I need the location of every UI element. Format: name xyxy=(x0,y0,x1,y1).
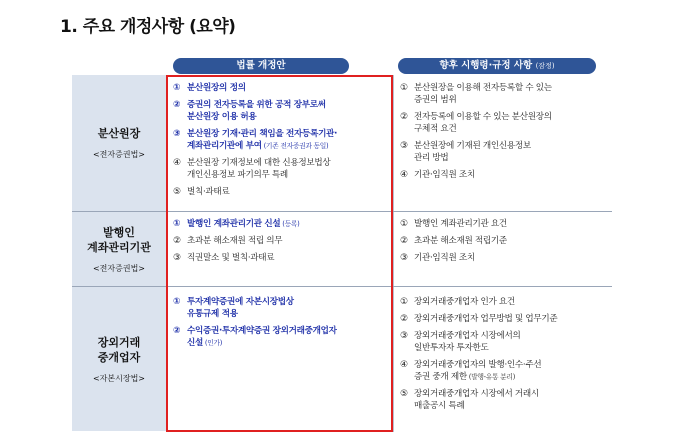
section-name: 발행인 계좌관리기관 xyxy=(87,225,151,254)
item-text: 수익증권·투자계약증권 장외거래중개업자 신설 xyxy=(187,326,337,348)
item-text: 초과분 해소재원 적립기준 xyxy=(414,236,507,246)
item-number: ② xyxy=(400,112,408,122)
item-number: ② xyxy=(400,236,408,246)
item-text: 초과분 해소재원 적립 의무 xyxy=(187,236,283,246)
item-text: 분산원장 기재정보에 대한 신용정보법상 개인신용정보 파기의무 특례 xyxy=(187,158,331,180)
decree-item xyxy=(400,252,610,264)
item-number: ③ xyxy=(173,129,181,139)
item-number: ① xyxy=(173,83,181,93)
item-text-wrap xyxy=(414,296,610,308)
item-note: (인가) xyxy=(203,339,223,347)
item-number: ⑤ xyxy=(400,389,408,399)
item-text: 증권의 전자등록을 위한 공적 장부로써 분산원장 이용 허용 xyxy=(187,100,326,122)
decree-item xyxy=(400,359,610,383)
item-text: 분산원장 기재·관리 책임을 전자등록기관· 계좌관리기관에 부여 xyxy=(187,129,338,151)
decree-item xyxy=(400,140,610,164)
item-text-wrap xyxy=(414,111,610,135)
decree-item xyxy=(400,235,610,247)
law-header-label: 법률 개정안 xyxy=(236,60,286,71)
item-text: 분산원장을 이용해 전자등록할 수 있는 증권의 범위 xyxy=(414,83,552,105)
item-text: 벌칙·과태료 xyxy=(187,187,230,197)
decree-item xyxy=(400,218,610,230)
page-title: 1. 주요 개정사항 (요약) xyxy=(60,17,236,37)
decree-item xyxy=(400,388,610,412)
decree-header-note: (잠정) xyxy=(535,62,555,70)
decree-item xyxy=(400,313,610,325)
section-label-cell xyxy=(72,287,166,431)
item-number: ⑤ xyxy=(173,187,181,197)
item-number: ② xyxy=(173,326,181,336)
law-header xyxy=(173,58,349,74)
item-text: 기관·임직원 조치 xyxy=(414,253,475,263)
item-number: ② xyxy=(173,100,181,110)
section-name: 분산원장 xyxy=(97,127,141,140)
item-number: ② xyxy=(173,236,181,246)
column-divider xyxy=(393,75,394,432)
item-text: 분산원장의 정의 xyxy=(187,83,246,93)
section-name: 장외거래 중개업자 xyxy=(97,335,141,364)
item-text-wrap xyxy=(414,330,610,354)
item-number: ④ xyxy=(400,170,408,180)
item-number: ③ xyxy=(400,141,408,151)
decree-list xyxy=(400,82,610,186)
item-text: 투자계약증권에 자본시장법상 유통규제 적용 xyxy=(187,297,294,319)
decree-item xyxy=(400,111,610,135)
item-number: ① xyxy=(400,219,408,229)
item-text: 발행인 계좌관리기관 신설 xyxy=(187,219,281,229)
item-number: ③ xyxy=(400,331,408,341)
section-label-cell xyxy=(72,212,166,286)
item-text: 직권말소 및 벌칙·과태료 xyxy=(187,253,275,263)
item-text: 기관·임직원 조치 xyxy=(414,170,475,180)
item-number: ④ xyxy=(400,360,408,370)
decree-item xyxy=(400,82,610,106)
decree-item xyxy=(400,330,610,354)
item-text-wrap xyxy=(414,235,610,247)
item-text: 장외거래중개업자 인가 요건 xyxy=(414,297,515,307)
item-text-wrap xyxy=(414,252,610,264)
decree-header-label: 향후 시행령·규정 사항 xyxy=(439,60,533,71)
decree-list xyxy=(400,218,610,269)
item-text: 장외거래중개업자 시장에서의 일반투자자 투자한도 xyxy=(414,331,521,353)
item-text: 전자등록에 이용할 수 있는 분산원장의 구체적 요건 xyxy=(414,112,552,134)
section-label-cell xyxy=(72,75,166,211)
item-text-wrap xyxy=(414,140,610,164)
item-number: ① xyxy=(173,219,181,229)
item-text-wrap xyxy=(414,169,610,181)
item-number: ③ xyxy=(400,253,408,263)
section-law-name: <자본시장법> xyxy=(92,373,146,383)
decree-header xyxy=(398,58,596,74)
item-number: ① xyxy=(173,297,181,307)
item-number: ④ xyxy=(173,158,181,168)
decree-item xyxy=(400,296,610,308)
item-text: 장외거래중개업자 업무방법 및 업무기준 xyxy=(414,314,558,324)
item-note: (등록) xyxy=(280,220,300,228)
item-text-wrap xyxy=(414,388,610,412)
item-note: (기존 전자증권과 동일) xyxy=(261,142,329,150)
section-law-name: <전자증권법> xyxy=(92,263,146,273)
item-number: ③ xyxy=(173,253,181,263)
law-highlight-box xyxy=(166,75,393,432)
item-number: ① xyxy=(400,83,408,93)
item-text-wrap xyxy=(414,218,610,230)
item-text: 장외거래중개업자 시장에서 거래시 매출공시 특례 xyxy=(414,389,539,411)
item-text-wrap xyxy=(414,313,610,325)
item-text: 발행인 계좌관리기관 요건 xyxy=(414,219,507,229)
decree-item xyxy=(400,169,610,181)
section-law-name: <전자증권법> xyxy=(92,150,146,159)
item-number: ① xyxy=(400,297,408,307)
item-text-wrap xyxy=(414,359,610,383)
item-note: (발행-유통 분리) xyxy=(466,373,516,381)
decree-list xyxy=(400,296,610,417)
item-text: 장외거래중개업자의 발행·인수·주선 증권 중개 제한 xyxy=(414,360,542,382)
item-number: ② xyxy=(400,314,408,324)
item-text-wrap xyxy=(414,82,610,106)
item-text: 분산원장에 기재된 개인신용정보 관리 방법 xyxy=(414,141,531,163)
